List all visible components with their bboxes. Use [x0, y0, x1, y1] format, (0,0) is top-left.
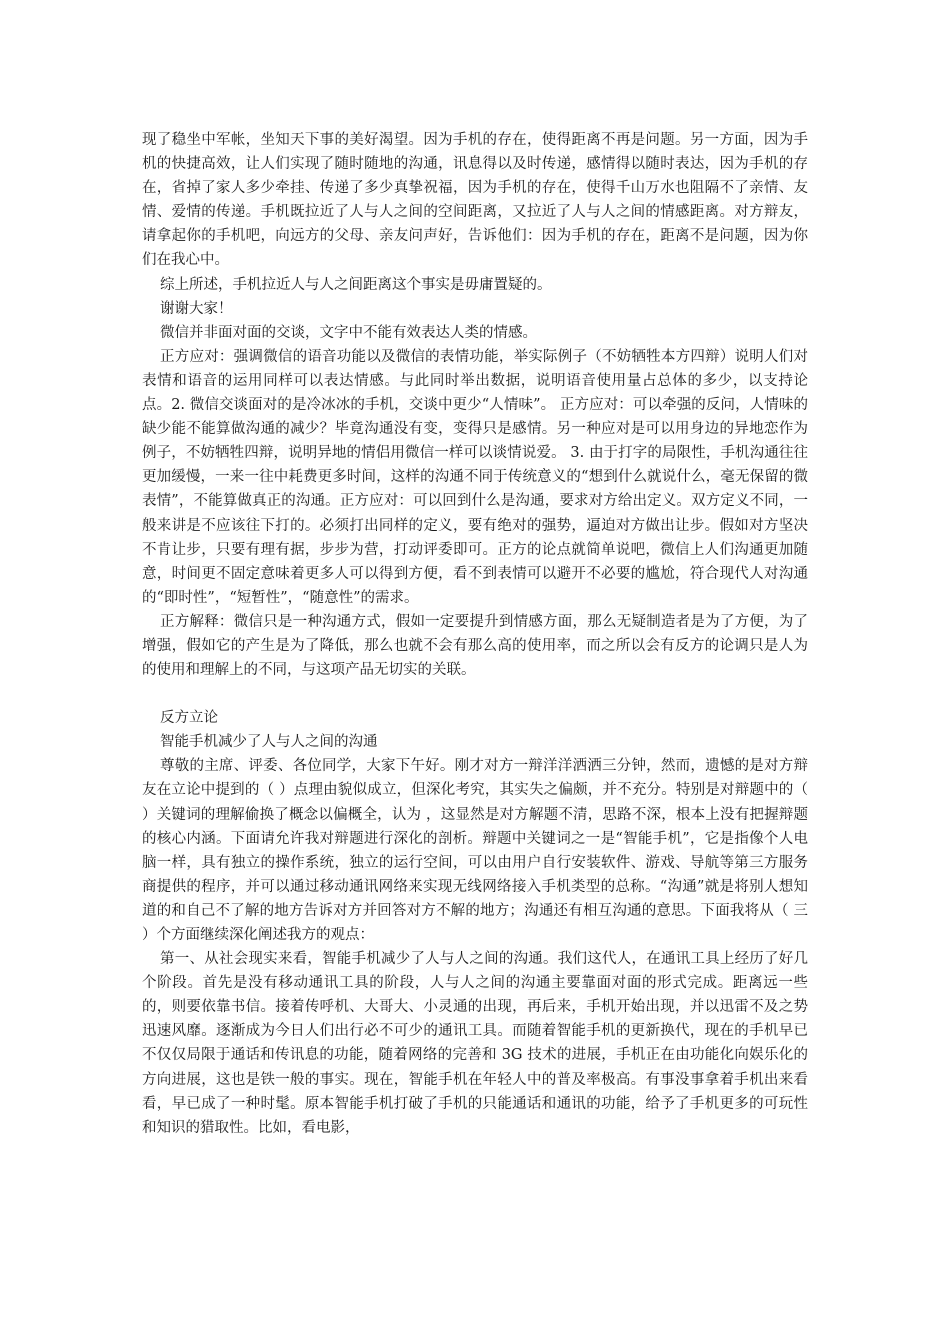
paragraph-affirmative-explanation: 正方解释：微信只是一种沟通方式，假如一定要提升到情感方面，那么无疑制造者是为了方便，为了增强，假如它的产生是为了降低，那么也就不会有那么高的使用率，而之所以会有反方的论调只是人为的使用和理解上的不同，与这项产品无切实的关联。	[142, 613, 808, 679]
paragraph-argument-conclusion: 现了稳坐中军帐，坐知天下事的美好渴望。因为手机的存在，使得距离不再是问题。另一方面，因为手机的快捷高效，让人们实现了随时随地的沟通，讯息得以及时传递，感情得以随时表达，因为手机的存在，省掉了家人多少牵挂、传递了多少真挚祝福，因为手机的存在，使得千山万水也阻隔不了亲情、友情、爱情的传递。手机既拉近了人与人之间的空间距离，又拉近了人与人之间的情感距离。对方辩友，请拿起你的手机吧，向远方的父母、亲友问声好，告诉他们：因为手机的存在，距离不是问题，因为你们在我心中。	[142, 132, 808, 269]
section-spacer	[142, 682, 808, 706]
paragraph-summary: 综上所述，手机拉近人与人之间距离这个事实是毋庸置疑的。	[160, 276, 552, 293]
paragraph-thanks: 谢谢大家！	[160, 300, 233, 317]
paragraph-point-one: 第一、从社会现实来看，智能手机减少了人与人之间的沟通。我们这代人，在通讯工具上经历了好几个阶段。首先是没有移动通讯工具的阶段，人与人之间的沟通主要靠面对面的形式完成。距离远一些的，则要依靠书信。接着传呼机、大哥大、小灵通的出现，再后来，手机开始出现，并以迅雷不及之势迅速风靡。逐渐成为今日人们出行必不可少的通讯工具。而随着智能手机的更新换代，现在的手机早已不仅仅局限于通话和传讯息的功能，随着网络的完善和 3G 技术的进展，手机正在由功能化向娱乐化的方向进展，这也是铁一般的事实。现在，智能手机在年轻人中的普及率极高。有事没事拿着手机出来看看，早已成了一种时髦。原本智能手机打破了手机的只能通话和通讯的功能，给予了手机更多的可玩性和知识的猎取性。比如，看电影，	[142, 951, 808, 1136]
paragraph-opening-statement: 尊敬的主席、评委、各位同学，大家下午好。刚才对方一辩洋洋洒洒三分钟，然而，遗憾的是对方辩友在立论中提到的（ ）点理由貌似成立，但深化考究，其实失之偏颇，并不充分。特别是对辩题中的（ ）关键词的理解偷换了概念以偏概全，认为 ，这显然是对方解题不清，思路不深，根本上没有把握辩题的核心内涵。下面请允许我对辩题进行深化的剖析。辩题中关键词之一是“智能手机”，它是指像个人电脑一样，具有独立的操作系统，独立的运行空间，可以由用户自行安装软件、游戏、导航等第三方服务商提供的程序，并可以通过移动通讯网络来实现无线网络接入手机类型的总称。“沟通”就是将别人想知道的和自己不了解的地方告诉对方并回答对方不解的地方；沟通还有相互沟通的意思。下面我将从（ 三 ）个方面继续深化阐述我方的观点：	[142, 758, 808, 943]
section-heading-negative: 反方立论	[160, 710, 218, 727]
paragraph-affirmative-responses: 正方应对：强调微信的语音功能以及微信的表情功能，举实际例子（不妨牺牲本方四辩）说明人们对表情和语音的运用同样可以表达情感。与此同时举出数据，说明语音使用量占总体的多少，以支持论点。2. 微信交谈面对的是冷冰冰的手机，交谈中更少“人情味”。 正方应对：可以牵强的反问，人情味的缺少能不能算做沟通的减少？毕竟沟通没有变，变得只是感情。另一种应对是可以用身边的异地恋作为例子，不妨牺牲四辩，说明异地的情侣用微信一样可以谈情说爱。 3. 由于打字的局限性，手机沟通往往更加缓慢，一来一往中耗费更多时间，这样的沟通不同于传统意义的“想到什么就说什么，毫无保留的微表情”，不能算做真正的沟通。正方应对：可以回到什么是沟通，要求对方给出定义。双方定义不同，一般来讲是不应该往下打的。必须打出同样的定义，要有绝对的强势，逼迫对方做出让步。假如对方坚决不肯让步，只要有理有据，步步为营，打动评委即可。正方的论点就简单说吧，微信上人们沟通更加随意，时间更不固定意味着更多人可以得到方便，看不到表情可以避开不必要的尴尬，符合现代人对沟通的“即时性”，“短暂性”，“随意性”的需求。	[142, 348, 808, 606]
paragraph-wechat-claim: 微信并非面对面的交谈，文字中不能有效表达人类的情感。	[160, 324, 537, 341]
document-page	[142, 128, 808, 1140]
section-subheading-topic: 智能手机减少了人与人之间的沟通	[160, 734, 378, 751]
